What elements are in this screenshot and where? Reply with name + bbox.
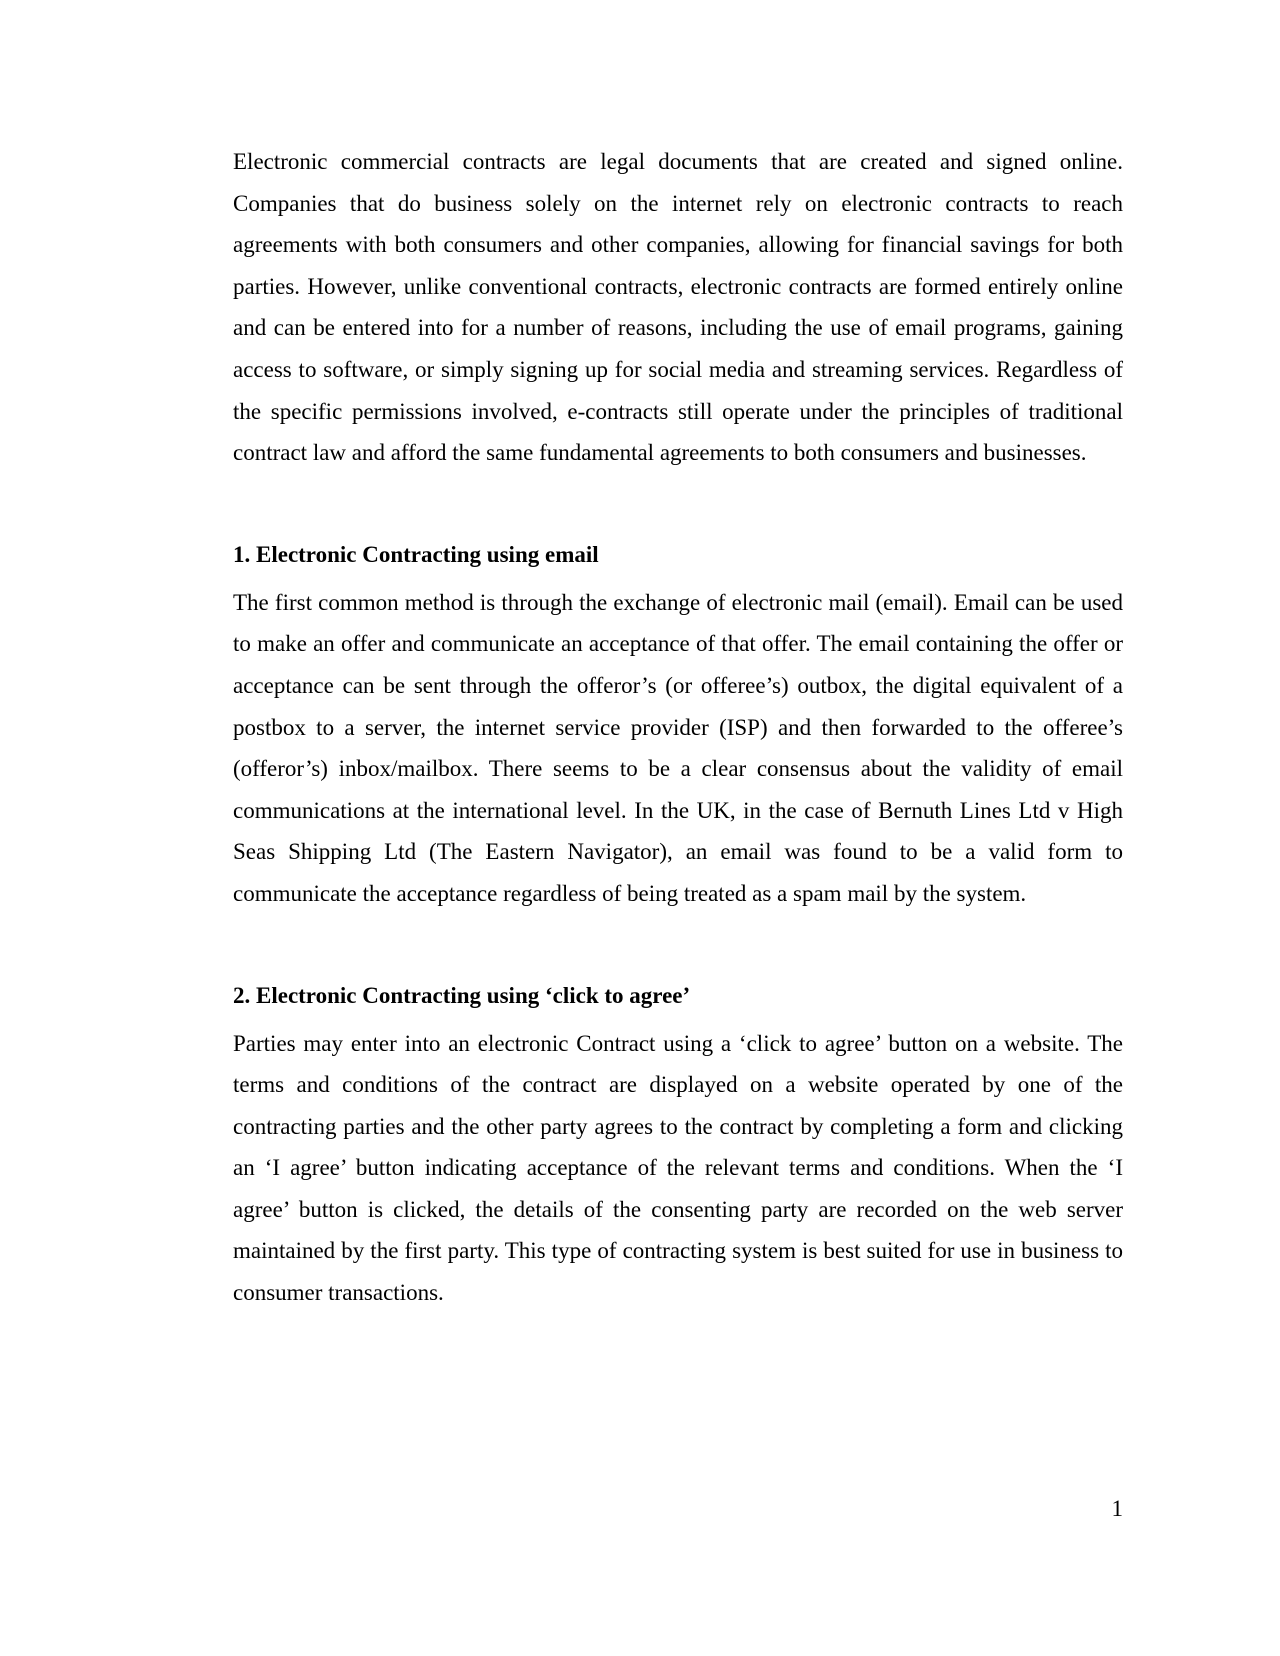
section-heading-email: 1. Electronic Contracting using email bbox=[233, 541, 599, 567]
intro-paragraph: Electronic commercial contracts are legal documents that are created and signed online. Companies that do business solely on the internet rely on electronic contracts to reach agreements with both consumers and other companies, allowing for financial savings for both parties. However, unlike conventional contracts, electronic contracts are formed entirely online and can be entered into for a number of reasons, including the use of email programs, gaining access to software, or simply signing up for social media and streaming services. Regardless of the specific permissions involved, e-contracts still operate under the principles of traditional contract law and afford the same fundamental agreements to both consumers and businesses. bbox=[233, 149, 1123, 466]
section-body-click-to-agree: Parties may enter into an electronic Contract using a ‘click to agree’ button on a website. The terms and conditions of the contract are displayed on a website operated by one of the contracting parties and the other party agrees to the contract by completing a form and clicking an ‘I agree’ button indicating acceptance of the relevant terms and conditions. When the ‘I agree’ button is clicked, the details of the consenting party are recorded on the web server maintained by the first party. This type of contracting system is best suited for use in business to consumer transactions. bbox=[233, 1030, 1123, 1306]
page-number: 1 bbox=[1111, 1496, 1123, 1521]
section-heading-click-to-agree: 2. Electronic Contracting using ‘click to agree’ bbox=[233, 982, 691, 1008]
section-body-email: The first common method is through the exchange of electronic mail (email). Email can be used to make an offer and communicate an acceptance of that offer. The email containing the offer or acceptance can be sent through the offeror’s (or offeree’s) outbox, the digital equivalent of a postbox to a server, the internet service provider (ISP) and then forwarded to the offeree’s (offeror’s) inbox/mailbox. There seems to be a clear consensus about the validity of email communications at the international level. In the UK, in the case of Bernuth Lines Ltd v High Seas Shipping Ltd (The Eastern Navigator), an email was found to be a valid form to communicate the acceptance regardless of being treated as a spam mail by the system. bbox=[233, 589, 1123, 906]
page-content bbox=[233, 141, 1123, 1314]
